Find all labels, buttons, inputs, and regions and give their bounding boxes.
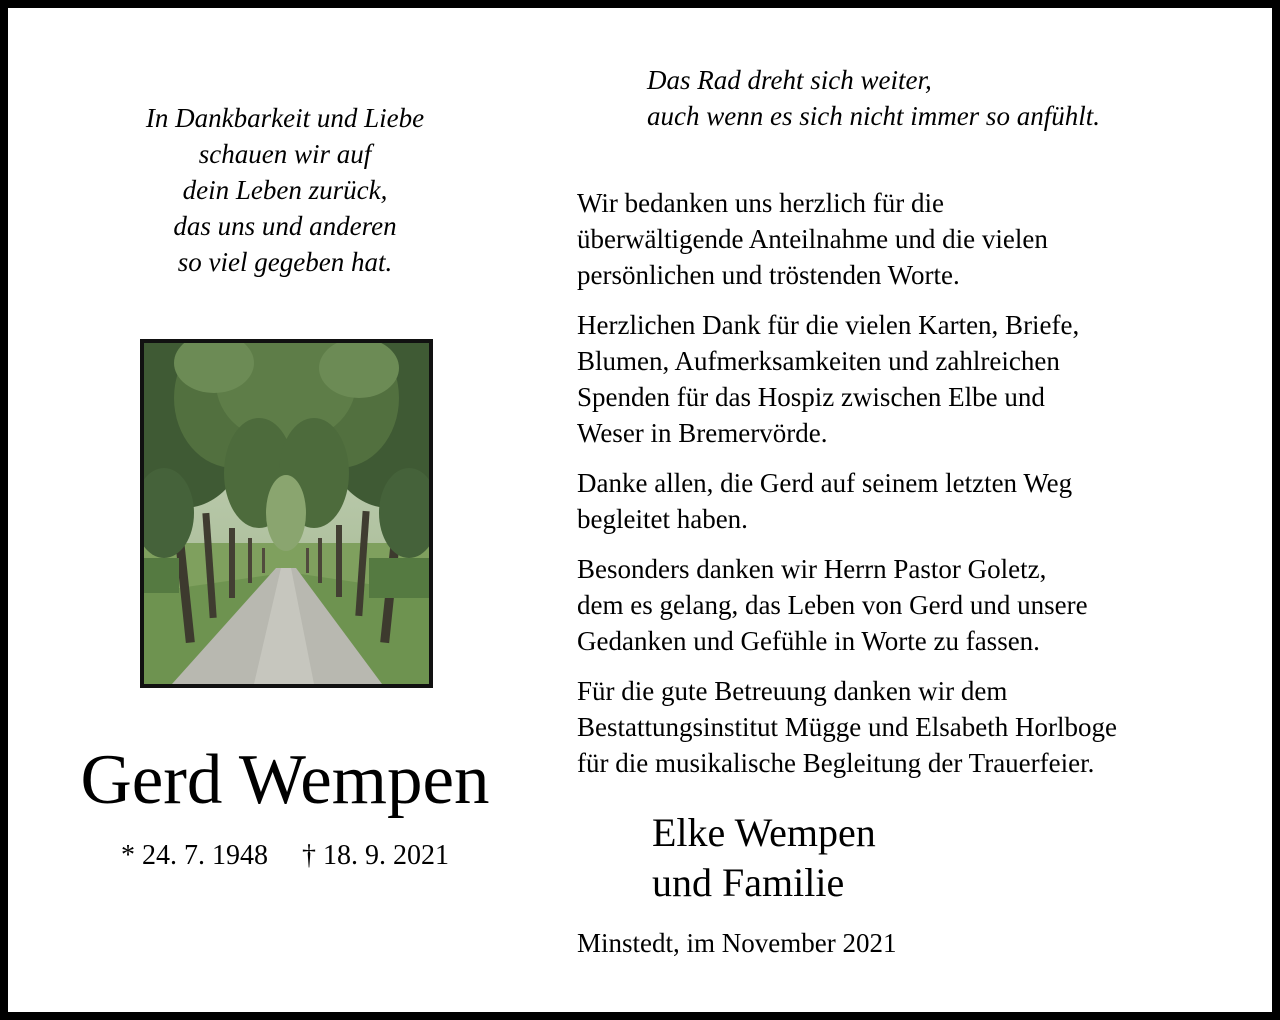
left-quote-line: so viel gegeben hat. <box>177 247 393 277</box>
text-line: Gedanken und Gefühle in Worte zu fassen. <box>577 626 1040 656</box>
text-line: Bestattungsinstitut Mügge und Elsabeth Horlboge <box>577 712 1117 742</box>
text-line: dem es gelang, das Leben von Gerd und unsere <box>577 590 1088 620</box>
text-line: überwältigende Anteilnahme und die vielen <box>577 224 1048 254</box>
right-quote <box>647 62 1247 134</box>
tree-avenue-illustration <box>144 343 429 684</box>
left-quote <box>80 100 490 280</box>
text-line: persönlichen und tröstenden Worte. <box>577 260 960 290</box>
text-line: Spenden für das Hospiz zwischen Elbe und <box>577 382 1045 412</box>
text-line: Herzlichen Dank für die vielen Karten, Briefe, <box>577 310 1080 340</box>
text-line: Wir bedanken uns herzlich für die <box>577 188 945 218</box>
text-line: Danke allen, die Gerd auf seinem letzten Weg <box>577 468 1073 498</box>
text-line: begleitet haben. <box>577 504 748 534</box>
left-quote-line: In Dankbarkeit und Liebe <box>145 103 425 133</box>
signature-line: Elke Wempen <box>652 810 876 855</box>
tree-avenue-photo <box>140 339 433 688</box>
life-dates <box>40 838 530 874</box>
left-quote-line: das uns und anderen <box>173 211 397 241</box>
text-line: für die musikalische Begleitung der Trauerfeier. <box>577 748 1095 778</box>
text-line: Weser in Bremervörde. <box>577 418 828 448</box>
right-quote-line: Das Rad dreht sich weiter, <box>647 65 932 95</box>
deceased-name: Gerd Wempen <box>80 741 490 819</box>
text-line: Für die gute Betreuung danken wir dem <box>577 676 1008 706</box>
birth-date: * 24. 7. 1948 <box>121 840 268 871</box>
left-quote-line: dein Leben zurück, <box>182 175 388 205</box>
death-date: † 18. 9. 2021 <box>302 840 449 871</box>
signature <box>652 808 1212 908</box>
left-quote-line: schauen wir auf <box>198 139 372 169</box>
right-quote-line: auch wenn es sich nicht immer so anfühlt. <box>647 101 1100 131</box>
place-and-date: Minstedt, im November 2021 <box>577 928 897 958</box>
text-line: Besonders danken wir Herrn Pastor Goletz, <box>577 554 1047 584</box>
signature-line: und Familie <box>652 860 845 905</box>
text-line: Blumen, Aufmerksamkeiten und zahlreichen <box>577 346 1060 376</box>
thank-you-text <box>577 171 1257 795</box>
